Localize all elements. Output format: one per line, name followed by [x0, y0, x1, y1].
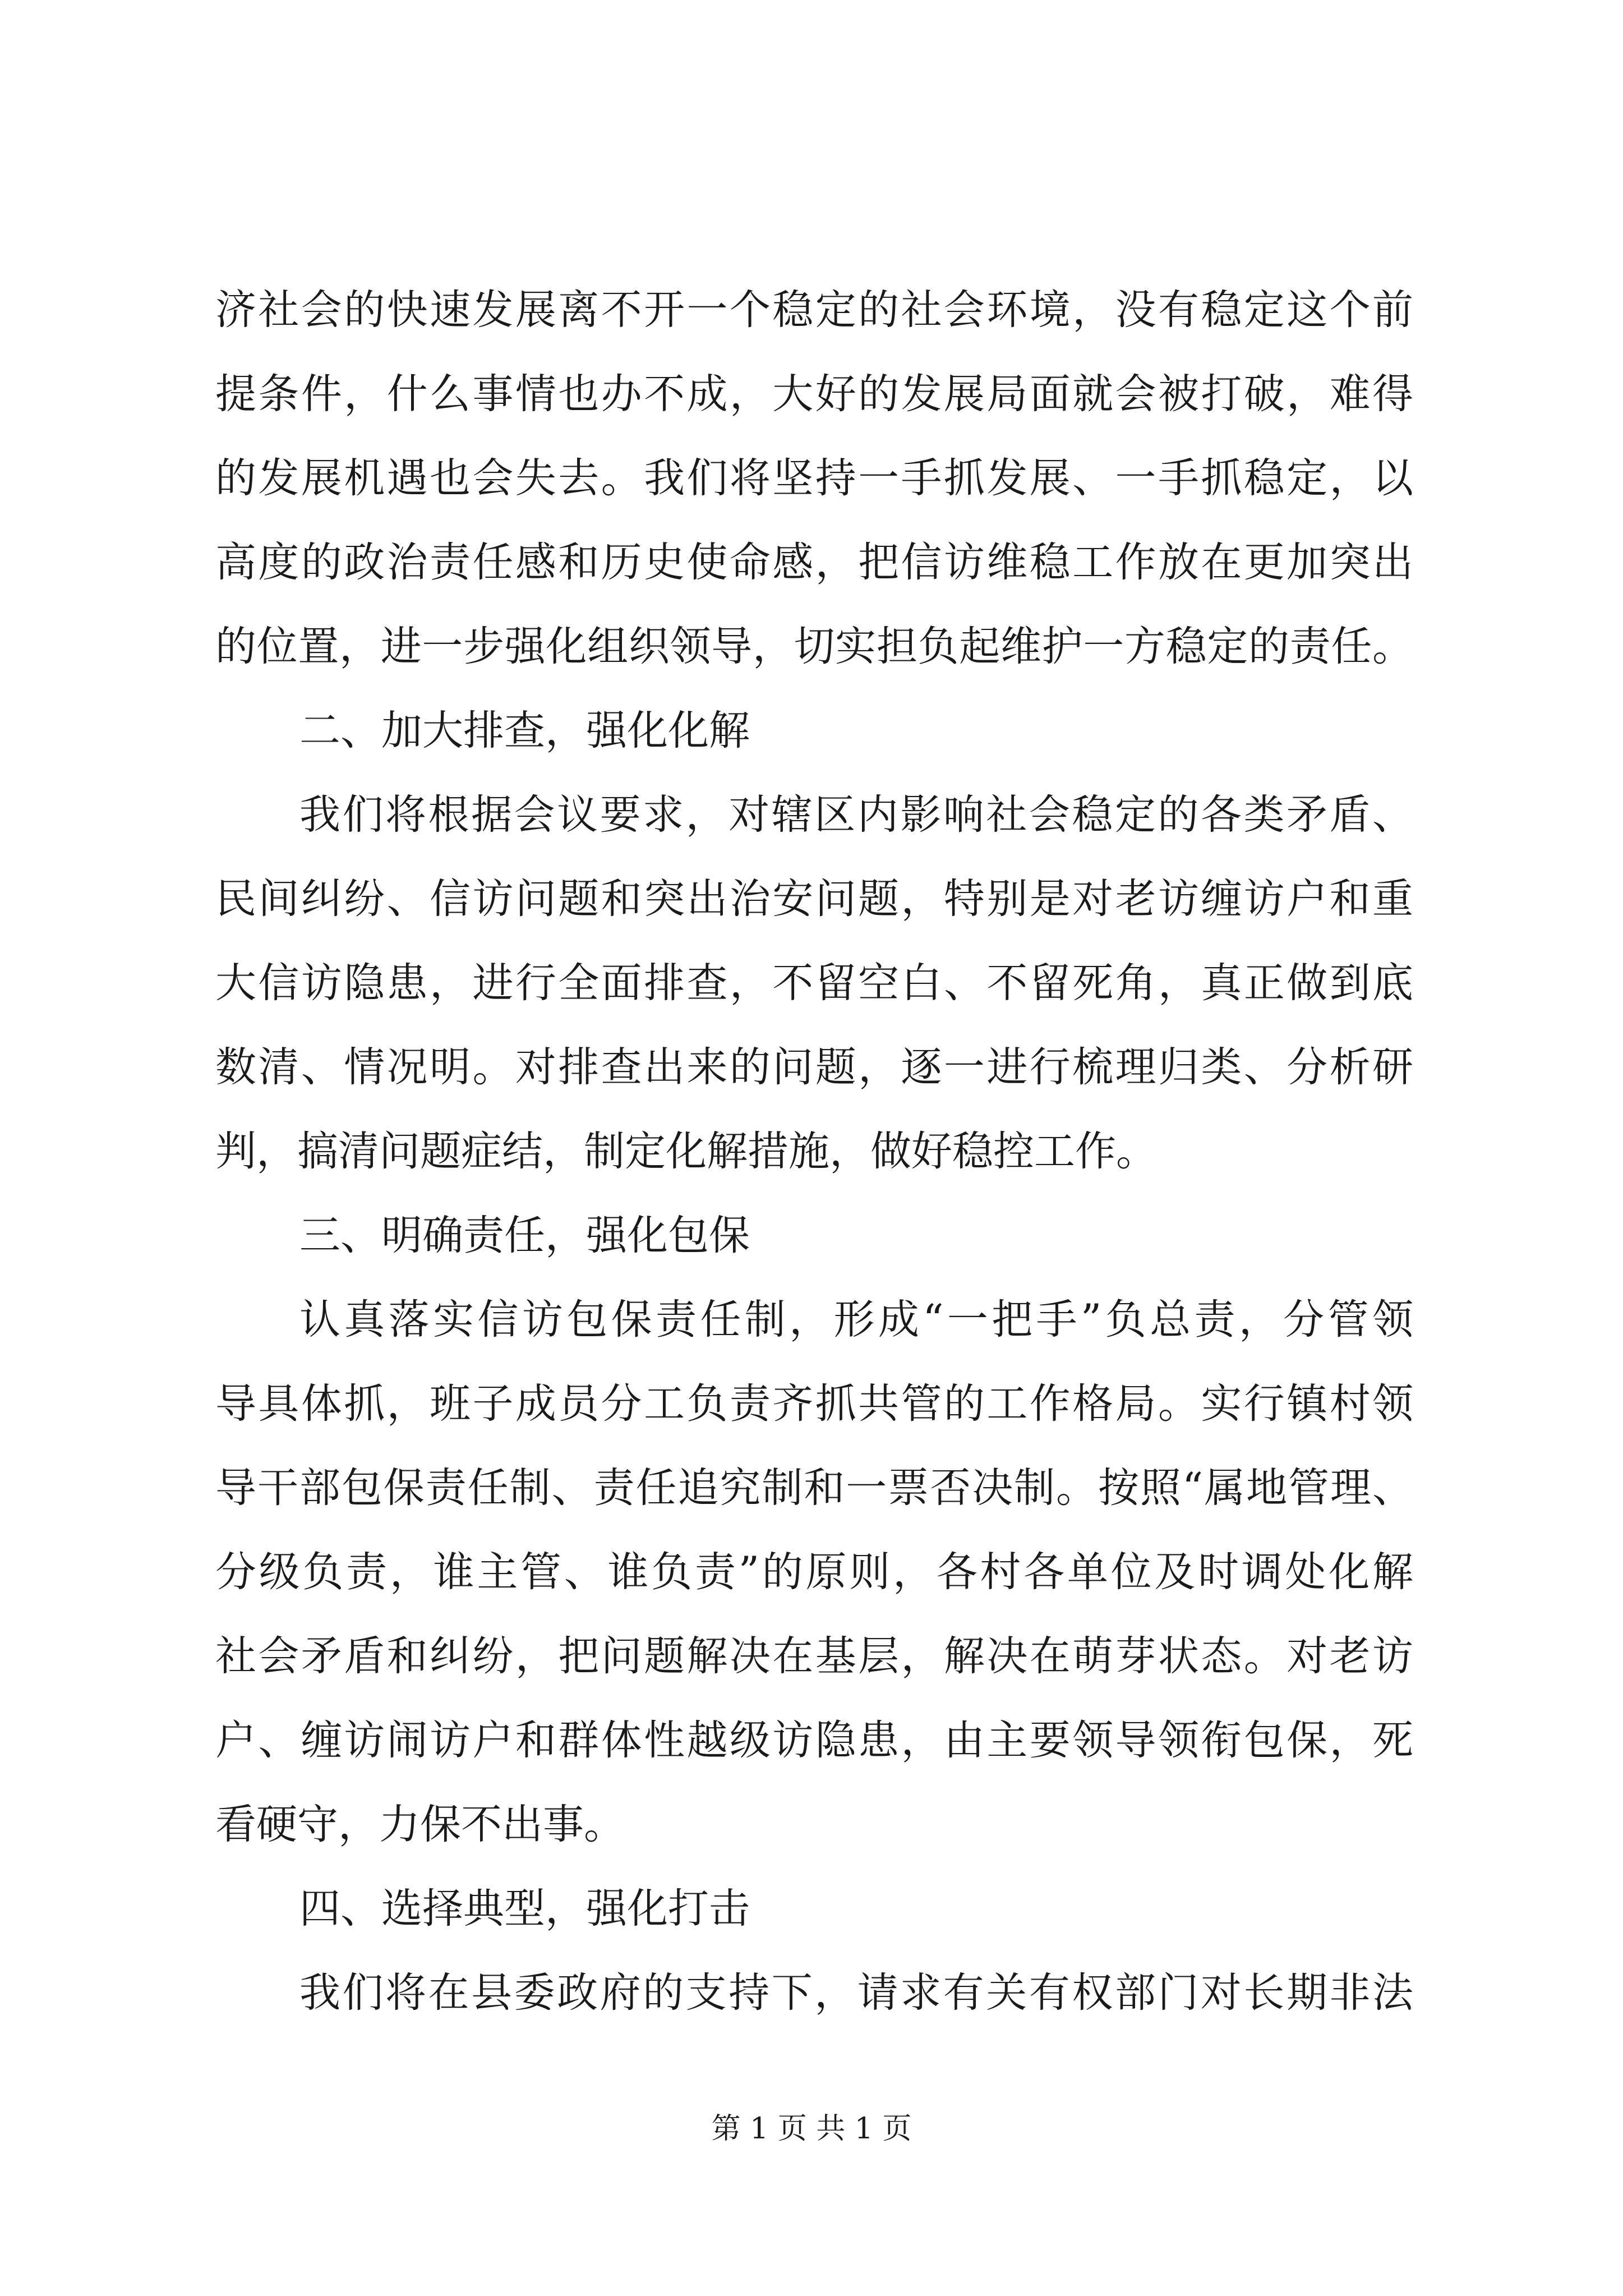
paragraph-line: 高度的政治责任感和历史使命感，把信访维稳工作放在更加突出	[215, 539, 1413, 586]
paragraph-line: 提条件，什么事情也办不成，大好的发展局面就会被打破，难得	[215, 370, 1413, 418]
page-footer: 第 1 页 共 1 页	[711, 2112, 912, 2146]
paragraph-line: 分级负责，谁主管、谁负责”的原则，各村各单位及时调处化解	[215, 1548, 1413, 1596]
body-text	[215, 268, 1413, 2035]
section-heading: 二、加大排查，强化化解	[299, 707, 750, 754]
paragraph-line: 导干部包保责任制、责任追究制和一票否决制。按照“属地管理、	[215, 1464, 1413, 1512]
paragraph-line: 济社会的快速发展离不开一个稳定的社会环境，没有稳定这个前	[215, 286, 1413, 334]
paragraph-line: 数清、情况明。对排查出来的问题，逐一进行梳理归类、分析研	[215, 1043, 1413, 1091]
paragraph-line: 户、缠访闹访户和群体性越级访隐患，由主要领导领衔包保，死	[215, 1717, 1413, 1764]
paragraph-line: 判，搞清问题症结，制定化解措施，做好稳控工作。	[215, 1128, 1157, 1175]
paragraph-line: 我们将在县委政府的支持下，请求有关有权部门对长期非法	[299, 1969, 1413, 2017]
paragraph-line: 民间纠纷、信访问题和突出治安问题，特别是对老访缠访户和重	[215, 875, 1413, 923]
paragraph-line: 的发展机遇也会失去。我们将坚持一手抓发展、一手抓稳定，以	[215, 454, 1413, 502]
paragraph-line: 社会矛盾和纠纷，把问题解决在基层，解决在萌芽状态。对老访	[215, 1632, 1413, 1680]
section-heading: 三、明确责任，强化包保	[299, 1212, 750, 1259]
paragraph-line: 导具体抓，班子成员分工负责齐抓共管的工作格局。实行镇村领	[215, 1380, 1413, 1428]
section-heading: 四、选择典型，强化打击	[299, 1885, 750, 1932]
paragraph-line: 看硬守，力保不出事。	[215, 1801, 625, 1848]
paragraph-line: 认真落实信访包保责任制，形成“一把手”负总责，分管领	[299, 1296, 1413, 1343]
paragraph-line: 我们将根据会议要求，对辖区内影响社会稳定的各类矛盾、	[299, 791, 1413, 839]
paragraph-line: 大信访隐患，进行全面排查，不留空白、不留死角，真正做到底	[215, 959, 1413, 1007]
paragraph-line: 的位置，进一步强化组织领导，切实担负起维护一方稳定的责任。	[215, 623, 1413, 670]
